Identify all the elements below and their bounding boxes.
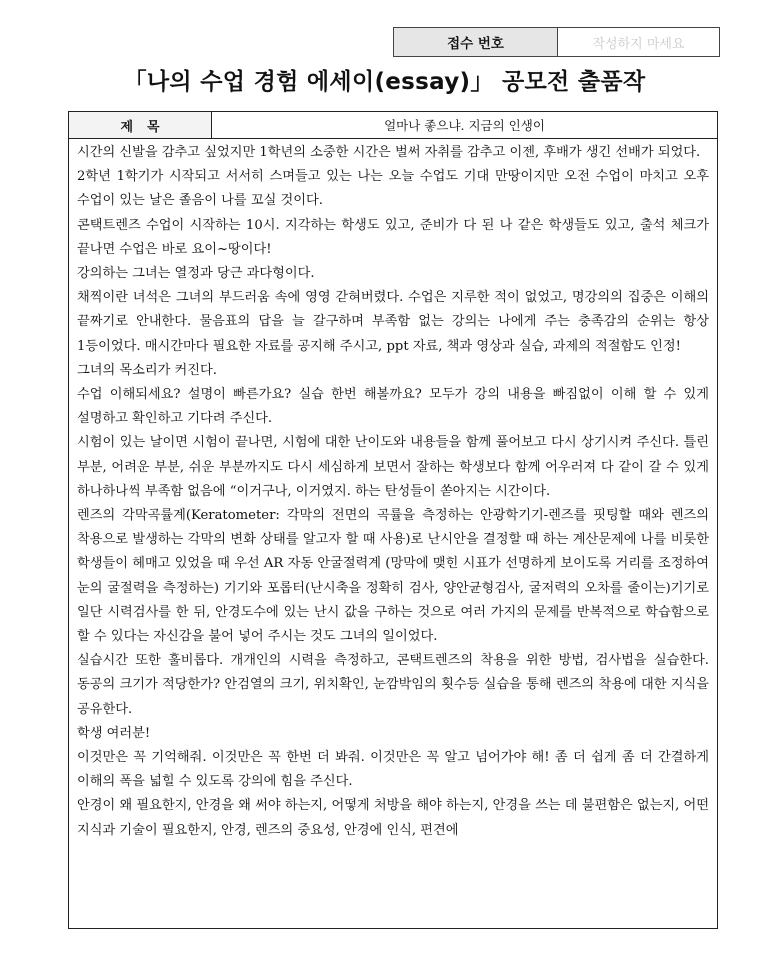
receipt-number-label: 접수 번호 [394, 28, 558, 56]
essay-paragraph: 시험이 있는 날이면 시험이 끝나면, 시험에 대한 난이도와 내용들을 함께 풀어보고 다시 상기시켜 주신다. 틀린 부분, 어려운 부분, 쉬운 부분까지도 다시 세심하게 보면서 잘하는 학생보다 함께 어우러져 다 같이 갈 수 있게 하나하나씩 부족함 없음에 “이거구나, 이거였지. 하는 탄성들이 쏟아지는 시간이다. [77, 435, 709, 499]
essay-body [69, 139, 717, 927]
receipt-number-box [393, 27, 720, 57]
essay-paragraph: 안경이 왜 필요한지, 안경을 왜 써야 하는지, 어떻게 처방을 해야 하는지, 안경을 쓰는 데 불편함은 없는지, 어떤 지식과 기술이 필요한지, 안경, 렌즈의 중요성, 안경에 인식, 편견에 [77, 798, 709, 838]
subject-value: 얼마나 좋으냐. 지금의 인생이 [384, 118, 545, 133]
essay-paragraph: 실습시간 또한 훌비롭다. 개개인의 시력을 측정하고, 콘택트렌즈의 착용을 위한 방법, 검사법을 실습한다. 동공의 크기가 적당한가? 안검열의 크기, 위치확인, 눈깜박임의 횟수등 실습을 통해 렌즈의 착용에 대한 지식을 공유한다. [77, 653, 709, 717]
essay-paragraph: 2학년 1학기가 시작되고 서서히 스며들고 있는 나는 오늘 수업도 기대 만땅이지만 오전 수업이 마치고 오후 수업이 있는 날은 졸음이 나를 꼬실 것이다. [77, 169, 709, 209]
subject-row [69, 112, 717, 139]
receipt-number-field: 작성하지 마세요 [592, 36, 685, 52]
essay-paragraph: 시간의 신발을 감추고 싶었지만 1학년의 소중한 시간은 벌써 자취를 감추고 이젠, 후배가 생긴 선배가 되었다. [77, 145, 701, 160]
essay-paragraph: 수업 이해되세요? 설명이 빠른가요? 실습 한번 해볼까요? 모두가 강의 내용을 빠짐없이 이해 할 수 있게 설명하고 확인하고 기다려 주신다. [77, 387, 709, 427]
essay-form-table [68, 111, 718, 929]
essay-paragraph: 이것만은 꼭 기억해줘. 이것만은 꼭 한번 더 봐줘. 이것만은 꼭 알고 넘어가야 해! 좀 더 쉽게 좀 더 간결하게 이해의 폭을 넓힐 수 있도록 강의에 힘을 주신다. [77, 750, 709, 790]
essay-paragraph: 렌즈의 각막곡률계(Keratometer: 각막의 전면의 곡률을 측정하는 안광학기기-렌즈를 핏팅할 때와 렌즈의 착용으로 발생하는 각막의 변화 상태를 알고자 할 때 사용)로 난시안을 결정할 때 하는 계산문제에 나를 비롯한 학생들이 헤매고 있었을 때 우선 AR 자동 안굴절력계 (망막에 맺힌 시표가 선명하게 보이도록 거리를 조정하여 눈의 굴절력을 측정하는) 기기와 포롭터(난시축을 정확히 검사, 양안균형검사, 굴저력의 오차를 줄이는)기기로 일단 시력검사를 한 뒤, 안경도수에 있는 난시 값을 구하는 것으로 여러 가지의 문제를 반복적으로 학습함으로 할 수 있다는 자신감을 불어 넣어 주시는 것도 그녀의 일이었다. [77, 508, 709, 645]
essay-paragraph: 콘택트렌즈 수업이 시작하는 10시. 지각하는 학생도 있고, 준비가 다 된 나 같은 학생들도 있고, 출석 체크가 끝나면 수업은 바로 요이~땅이다! [77, 217, 709, 257]
document-title: 「나의 수업 경험 에세이(essay)」 공모전 출품작 [123, 69, 646, 95]
essay-paragraph: 채찍이란 녀석은 그녀의 부드러움 속에 영영 갇혀버렸다. 수업은 지루한 적이 없었고, 명강의의 집중은 이해의 끝짜기로 안내한다. 물음표의 답을 늘 갈구하며 부족함 없는 강의는 나에게 주는 충족감의 순위는 항상 1등이었다. 매시간마다 필요한 자료를 공지해 주시고, ppt 자료, 책과 영상과 실습, 과제의 적절함도 인정! [77, 290, 709, 354]
subject-label: 제목 [69, 112, 212, 138]
essay-paragraph: 그녀의 목소리가 커진다. [77, 362, 217, 378]
essay-paragraph: 강의하는 그녀는 열정과 당근 과다형이다. [77, 266, 315, 282]
essay-paragraph: 학생 여러분! [77, 725, 151, 741]
